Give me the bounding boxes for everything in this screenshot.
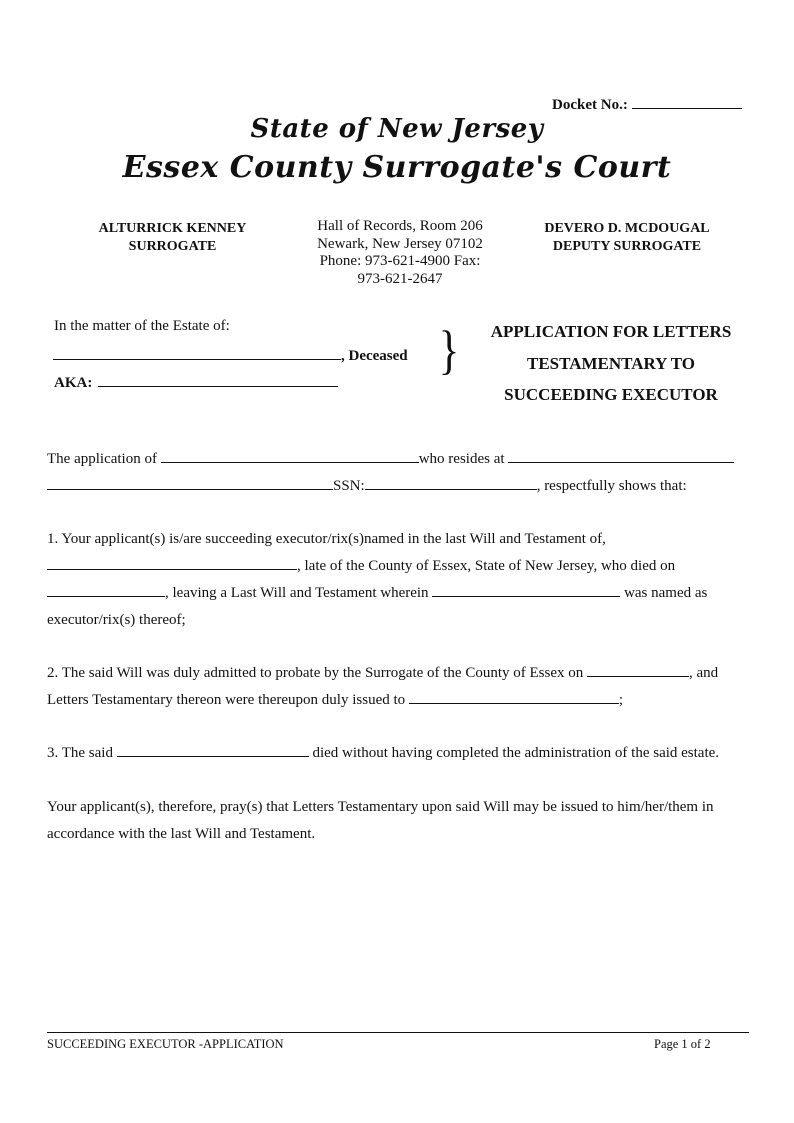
court-heading: Essex County Surrogate's Court <box>122 150 672 185</box>
prayer-text-2: accordance with the last Will and Testament. <box>47 826 316 842</box>
surrogate-block <box>80 220 265 256</box>
application-paragraph <box>47 446 747 500</box>
caption-brace: } <box>438 320 460 380</box>
para3-text-1: 3. The said <box>47 745 117 761</box>
applicant-name-field[interactable] <box>161 449 419 463</box>
death-date-field[interactable] <box>47 583 165 597</box>
prayer-text-1: Your applicant(s), therefore, pray(s) that Letters Testamentary upon said Will may be issued to him/her/them in <box>47 799 714 815</box>
ssn-label: SSN: <box>333 478 365 494</box>
para1-text-3: , leaving a Last Will and Testament wherein <box>165 585 433 601</box>
footer-form-name: SUCCEEDING EXECUTOR -APPLICATION <box>47 1037 284 1051</box>
probate-date-field[interactable] <box>587 663 689 677</box>
docket-field[interactable] <box>632 94 742 109</box>
prayer-paragraph <box>47 794 747 848</box>
address-line-1: Hall of Records, Room 206 <box>317 218 483 234</box>
title-line-2: TESTAMENTARY TO <box>526 353 696 373</box>
para1-text-5: executor/rix(s) thereof; <box>47 612 186 628</box>
footer-divider <box>47 1032 749 1033</box>
testator-name-field[interactable] <box>47 556 297 570</box>
para1-text-2: , late of the County of Essex, State of New Jersey, who died on <box>297 558 676 574</box>
para2-text-2: , and <box>689 665 719 681</box>
para1-text-4: was named as <box>620 585 708 601</box>
title-line-1: APPLICATION FOR LETTERS <box>490 322 732 341</box>
estate-matter-label: In the matter of the Estate of: <box>54 318 230 334</box>
prior-executor-field[interactable] <box>117 743 309 757</box>
deputy-name: DEVERO D. MCDOUGAL <box>544 221 710 236</box>
surrogate-name: ALTURRICK KENNEY <box>98 221 247 236</box>
address-line-2: Newark, New Jersey 07102 <box>317 235 483 252</box>
docket-number <box>552 94 742 114</box>
aka-line <box>54 372 338 392</box>
para3-text-2: died without having completed the administration of the said estate. <box>308 745 720 761</box>
ssn-field[interactable] <box>365 476 537 490</box>
paragraph-2 <box>47 660 747 714</box>
application-title <box>472 316 750 411</box>
paragraph-1 <box>47 526 747 634</box>
para2-text-1: 2. The said Will was duly admitted to probate by the Surrogate of the County of Essex on <box>47 665 587 681</box>
para2-text-3: Letters Testamentary thereon were thereupon duly issued to <box>47 692 409 708</box>
para1-text-1: 1. Your applicant(s) is/are succeeding executor/rix(s)named in the last Will and Testament of, <box>47 531 606 547</box>
title-line-3: SUCCEEDING EXECUTOR <box>504 385 718 404</box>
application-text-4: , respectfully shows that: <box>536 478 687 494</box>
application-text-1: The application of <box>47 451 161 467</box>
aka-label: AKA: <box>54 375 93 391</box>
deceased-line <box>53 345 408 365</box>
aka-field[interactable] <box>98 372 338 387</box>
deceased-label: , Deceased <box>341 348 408 364</box>
paragraph-3 <box>47 740 747 767</box>
applicant-address-field[interactable] <box>508 449 734 463</box>
footer-page-number: Page 1 of 2 <box>654 1037 711 1051</box>
named-executor-field[interactable] <box>432 583 620 597</box>
deceased-name-field[interactable] <box>53 345 341 360</box>
application-text-2: who resides at <box>418 451 509 467</box>
applicant-address-field-2[interactable] <box>47 476 333 490</box>
address-line-4: 973-621-2647 <box>357 270 443 287</box>
deputy-block <box>522 220 732 256</box>
state-heading: State of New Jersey <box>250 114 544 144</box>
para2-text-4: ; <box>618 692 624 708</box>
surrogate-title: SURROGATE <box>128 239 217 254</box>
address-line-3: Phone: 973-621-4900 Fax: <box>319 253 481 269</box>
docket-label: Docket No.: <box>552 97 628 113</box>
letters-issued-to-field[interactable] <box>409 690 619 704</box>
deputy-title: DEPUTY SURROGATE <box>552 239 702 254</box>
address-block <box>300 218 500 288</box>
